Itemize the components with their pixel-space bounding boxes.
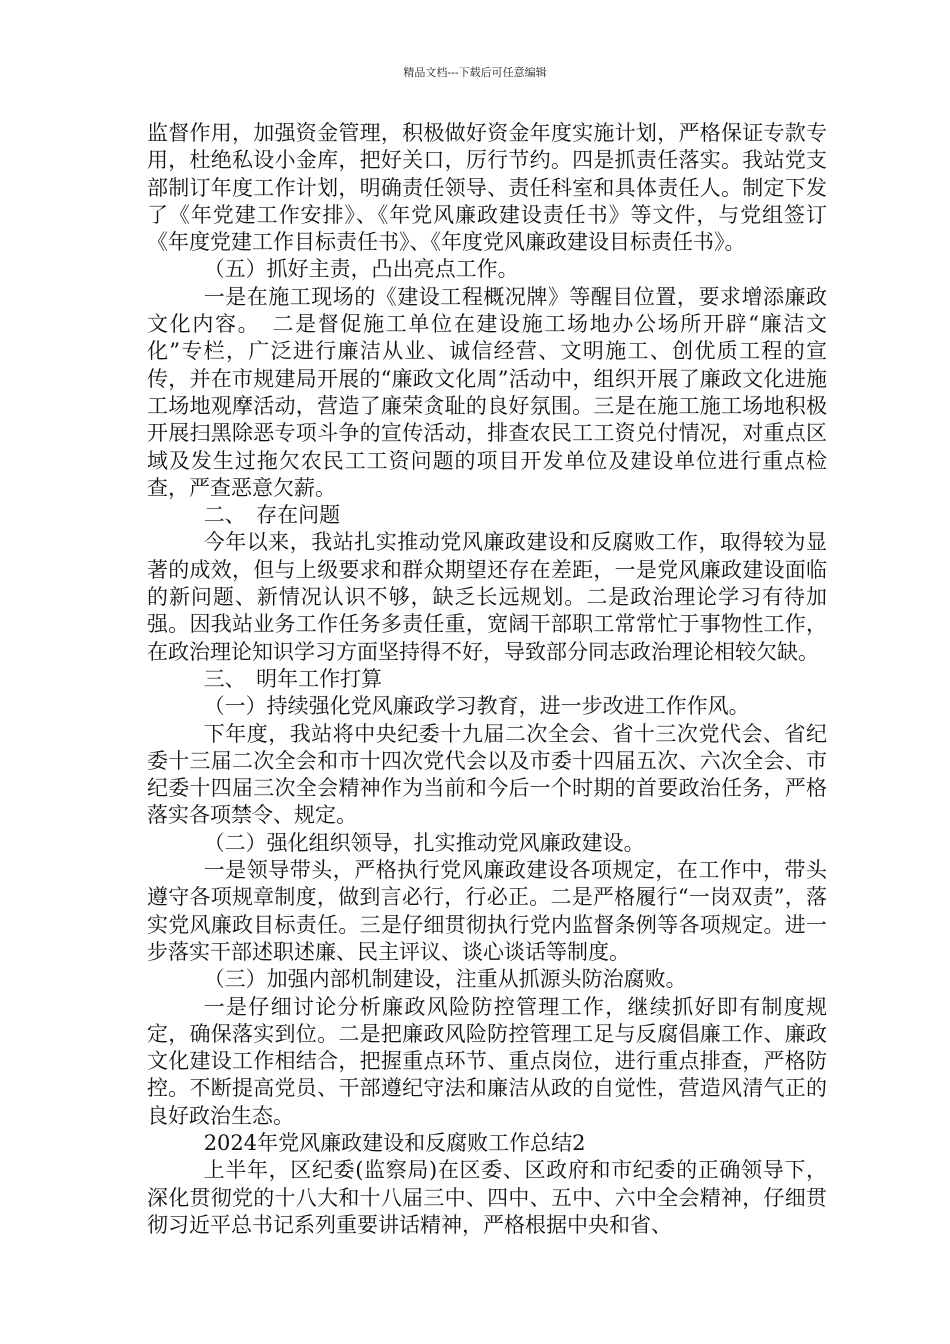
paragraph-summary-2: 上半年，区纪委(监察局)在区委、区政府和市纪委的正确领导下，深化贯彻党的十八大和十八届三中、四中、五中、六中全会精神，仔细贯彻习近平总书记系列重要讲话精神，严格根据中央和省、: [147, 1158, 827, 1237]
paragraph-plan-two: 一是领导带头，严格执行党风廉政建设各项规定，在工作中，带头遵守各项规章制度，做到言必行，行必正。二是严格履行“一岗双责”，落实党风廉政目标责任。三是仔细贯彻执行党内监督条例等各项规定。进一步落实干部述职述廉、民主评议、谈心谈话等制度。: [147, 858, 827, 964]
section-heading-problems: 二、 存在问题: [203, 503, 341, 528]
paragraph-plan-one: 下年度，我站将中央纪委十九届二次全会、省十三次党代会、省纪委十三届二次全会和市十四次党代会以及市委十四届五次、六次全会、市纪委十四届三次全会精神作为当前和今后一个时期的首要政治任务，严格落实各项禁令、规定。: [147, 721, 827, 828]
paragraph-problems: 今年以来，我站扎实推动党风廉政建设和反腐败工作，取得较为显著的成效，但与上级要求和群众期望还存在差距，一是党风廉政建设面临的新问题、新情况认识不够，缺乏长远规划。二是政治理论学习有待加强。因我站业务工作任务多责任重，宽阔干部职工常常忙于事物性工作，在政治理论知识学习方面坚持得不好，导致部分同志政治理论相较欠缺。: [147, 530, 827, 664]
subheading-plan-one: （一）持续强化党风廉政学习教育，进一步改进工作作风。: [203, 694, 750, 719]
document-body: [147, 120, 827, 1239]
section-heading-five: （五）抓好主责，凸出亮点工作。: [203, 257, 519, 282]
subheading-plan-three: （三）加强内部机制建设，注重从抓源头防治腐败。: [203, 967, 687, 992]
section-heading-plan: 三、 明年工作打算: [203, 666, 383, 691]
document-title-2: 2024年党风廉政建设和反腐败工作总结2: [203, 1130, 586, 1155]
paragraph-continuation: 监督作用，加强资金管理，积极做好资金年度实施计划，严格保证专款专用，杜绝私设小金库，把好关口，厉行节约。四是抓责任落实。我站党支部制订年度工作计划，明确责任领导、责任科室和具体责任人。制定下发了《年党建工作安排》、《年党风廉政建设责任书》等文件，与党组签订《年度党建工作目标责任书》、《年度党风廉政建设目标责任书》。: [147, 121, 827, 255]
paragraph-highlight-work: 一是在施工现场的《建设工程概况牌》等醒目位置，要求增添廉政文化内容。 二是督促施工单位在建设施工场地办公场所开辟“廉洁文化”专栏，广泛进行廉洁从业、诚信经营、文明施工、创优质工程的宣传，并在市规建局开展的“廉政文化周”活动中，组织开展了廉政文化进施工场地观摩活动，营造了廉荣贪耻的良好氛围。三是在施工施工场地积极开展扫黑除恶专项斗争的宣传活动，排查农民工工资兑付情况，对重点区域及发生过拖欠农民工工资问题的项目开发单位及建设单位进行重点检查，严查恶意欠薪。: [147, 284, 827, 500]
subheading-plan-two: （二）强化组织领导，扎实推动党风廉政建设。: [203, 830, 645, 855]
page-header-note: 精品文档---下载后可任意编辑: [403, 66, 547, 79]
paragraph-plan-three: 一是仔细讨论分析廉政风险防控管理工作，继续抓好即有制度规定，确保落实到位。二是把廉政风险防控管理工足与反腐倡廉工作、廉政文化建设工作相结合，把握重点环节、重点岗位，进行重点排查，严格防控。不断提高党员、干部遵纪守法和廉洁从政的自觉性，营造风清气正的良好政治生态。: [147, 994, 827, 1128]
